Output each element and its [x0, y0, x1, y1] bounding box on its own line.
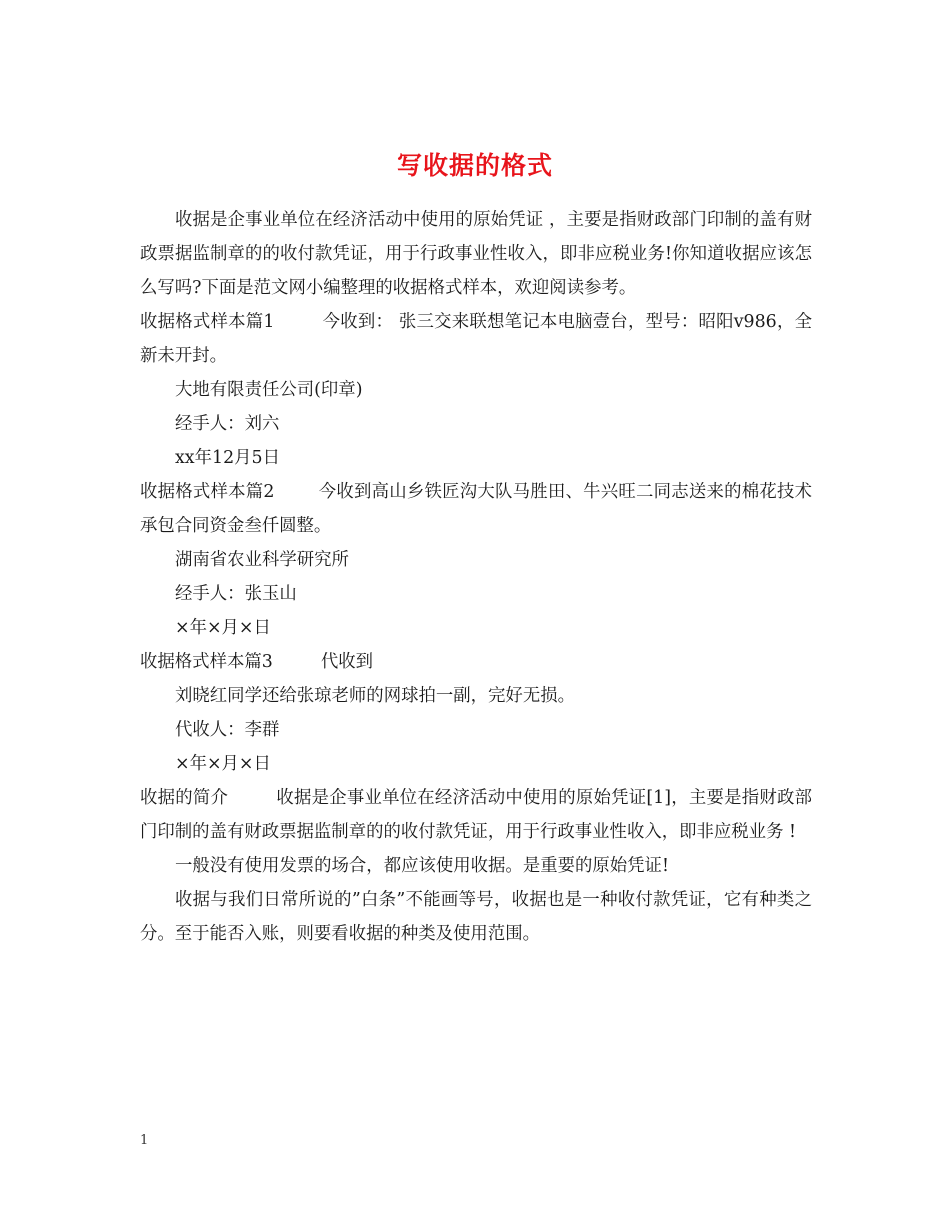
summary-paragraph-2: 一般没有使用发票的场合，都应该使用收据。是重要的原始凭证!: [175, 856, 669, 876]
sample2-company: 湖南省农业科学研究所: [175, 550, 349, 570]
sample2-handler: 经手人：张玉山: [175, 584, 297, 604]
document-body: [140, 203, 812, 951]
summary-heading: 收据的简介: [140, 788, 229, 808]
intro-paragraph: 收据是企事业单位在经济活动中使用的原始凭证 ，主要是指财政部门印制的盖有财政票据监制章的的收付款凭证，用于行政事业性收入，即非应税业务!你知道收据应该怎么写吗?下面是范文网小编整理的收据格式样本，欢迎阅读参考。: [140, 210, 812, 298]
sample1-body: 今收到： 张三交来联想笔记本电脑壹台，型号：昭阳v986，全新未开封。: [140, 312, 812, 366]
summary-paragraph-3: 收据与我们日常所说的”白条”不能画等号，收据也是一种收付款凭证，它有种类之分。至于能否入账，则要看收据的种类及使用范围。: [140, 890, 812, 944]
sample2-paragraph: [140, 475, 812, 543]
sample2-date: ×年×月×日: [175, 618, 271, 638]
summary-body: 收据是企事业单位在经济活动中使用的原始凭证[1]，主要是指财政部门印制的盖有财政票据监制章的的收付款凭证，用于行政事业性收入，即非应税业务 !: [140, 788, 812, 842]
sample3-line: 刘晓红同学还给张琼老师的网球拍一副，完好无损。: [175, 686, 575, 706]
sample2-heading: 收据格式样本篇2: [140, 482, 275, 502]
sample3-paragraph: [140, 645, 812, 679]
summary-paragraph: [140, 781, 812, 849]
sample3-body: 代收到: [320, 652, 373, 672]
sample1-paragraph: [140, 305, 812, 373]
sample3-date: ×年×月×日: [175, 754, 271, 774]
sample3-handler: 代收人：李群: [175, 720, 280, 740]
sample3-heading: 收据格式样本篇3: [140, 652, 273, 672]
sample1-heading: 收据格式样本篇1: [140, 312, 275, 332]
sample2-body: 今收到高山乡铁匠沟大队马胜田、牛兴旺二同志送来的棉花技术承包合同资金叁仟圆整。: [140, 482, 812, 536]
sample1-handler: 经手人：刘六: [175, 414, 280, 434]
sample1-company: 大地有限责任公司(印章): [175, 380, 363, 400]
sample1-date: xx年12月5日: [175, 448, 280, 468]
page-number: 1: [140, 1133, 149, 1148]
document-title: 写收据的格式: [396, 150, 553, 180]
